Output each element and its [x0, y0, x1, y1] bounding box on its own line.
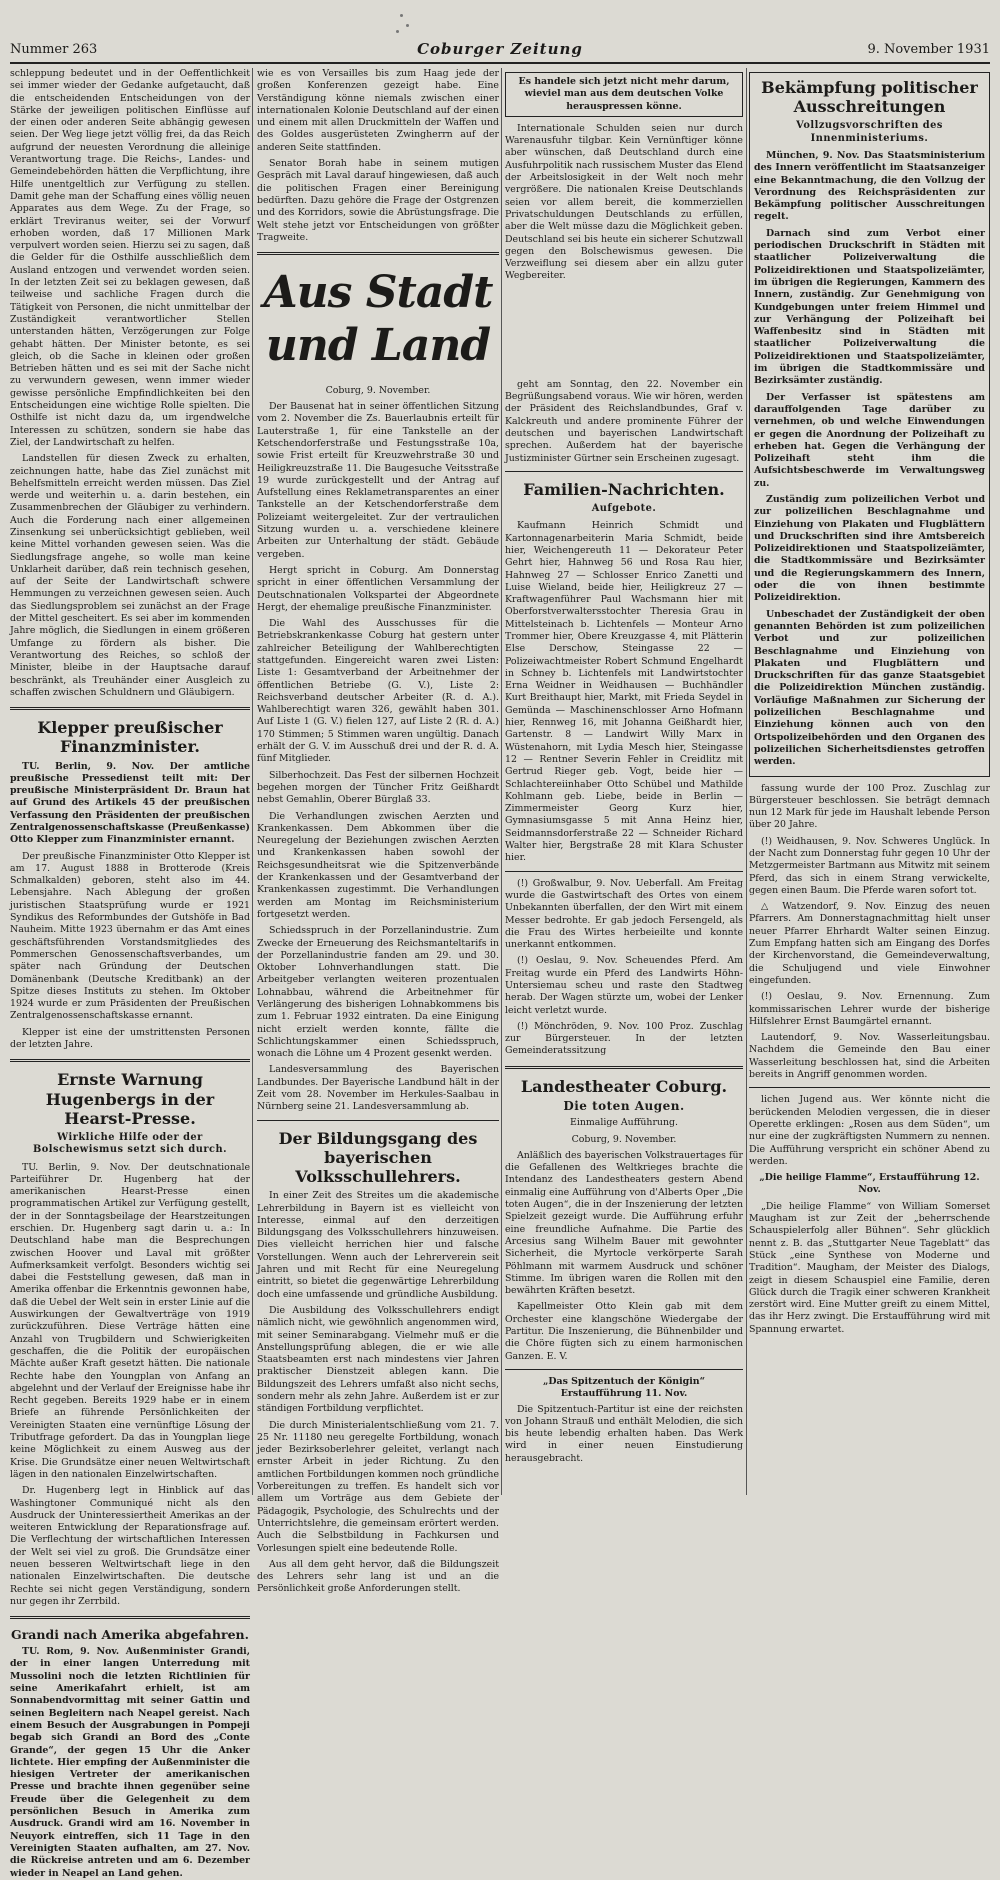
column-4	[749, 68, 990, 1495]
article-text: Senator Borah habe in seinem mutigen Gespräch mit Laval darauf hingewiesen, daß auch die politischen Fragen einer Bereinigung bedürften. Dazu gehöre die Frage der Ostgrenzen und des Korridors, sowie die Abrüstungsfrage. Die Welt stehe jetzt vor Entscheidungen von größter Tragweite.	[257, 158, 499, 243]
local-news-item: (!) Oeslau, 9. Nov. Ernennung. Zum kommissarischen Lehrer wurde der bisherige Hilfslehrer Ernst Baumgärtel ernannt.	[749, 991, 990, 1027]
headline-grandi: Grandi nach Amerika abgefahren.	[11, 1627, 249, 1643]
local-news-item: (!) Oeslau, 9. Nov. Scheuendes Pferd. Am Freitag wurde ein Pferd des Landwirts Höhn-Untersiemau scheu und raste den Stadtweg herab. Der Wagen stürzte um, wobei der Lenker leicht verletzt wurde.	[505, 955, 743, 1016]
local-news-item: Hergt spricht in Coburg. Am Donnerstag spricht in einer öffentlichen Versammlung der Deutschnationalen Volkspartei der Abgeordnete Hergt, der ehemalige preußische Finanzminister.	[257, 564, 499, 613]
article-text: Klepper ist eine der umstrittensten Personen der letzten Jahre.	[10, 1026, 250, 1051]
article-text: Unbeschadet der Zuständigkeit der oben genannten Behörden ist zum polizeilichen Verbot und zur polizeilichen Beschlagnahme und Einziehung von Plakaten und Flugblättern und Druckschriften für das ganze Staatsgebiet die Polizeidirektion München zuständig. Vorläufige Maßnahmen zur Sicherung der polizeilichen Beschlagnahme und Einziehung können auch von den Ortspolizeibehörden und den Organen des polizeilichen Sicherheitsdienstes getroffen werden.	[754, 608, 985, 768]
column-rule	[252, 68, 253, 1495]
subheadline: Wirkliche Hilfe oder der Bolschewismus setzt sich durch.	[32, 1131, 228, 1156]
article-text: Die durch Ministerialentschließung vom 21. 7. 25 Nr. 11180 neu geregelte Fortbildung, wonach jeder Bezirksoberlehrer geleitet, verlangt nach ernster Arbeit in jeder Richtung. Zu den amtlichen Fortbildungen kommen noch gründliche Vorbereitungen zu treffen. Es handelt sich vor allem um Vorträge aus dem Gebiete der Pädagogik, Psychologie, des Schulrechts und der Unterrichtslehre, die gemeinsam erörtert werden. Auch die Selbstbildung in Fachkursen und Vorlesungen spielt eine bedeutende Rolle.	[257, 1419, 499, 1554]
local-news-item: Schiedsspruch in der Porzellanindustrie. Zum Zwecke der Erneuerung des Reichsmanteltarifs in der Porzellanindustrie fanden am 29. und 30. Oktober Lohnverhandlungen statt. Die Arbeitgeber verlangten weiteren prozentualen Lohnabbau, während die Arbeitnehmer für Verlängerung des bisherigen Lohnabkommens bis zum 1. Februar 1932 eintraten. Da eine Einigung nicht erzielt werden konnte, fällte die Schlichtungskammer einen Schiedsspruch, wonach die Löhne um 4 Prozent gesenkt werden.	[257, 925, 499, 1060]
performance-kind: Einmalige Aufführung.	[570, 1117, 678, 1129]
play-title: Die toten Augen.	[563, 1098, 685, 1113]
local-news-item: Silberhochzeit. Das Fest der silbernen Hochzeit begehen morgen der Tüncher Fritz Geißhardt nebst Gemahlin, Oberer Bürglaß 33.	[257, 769, 499, 806]
issue-number: Nummer 263	[10, 42, 98, 57]
column-3	[505, 68, 743, 1495]
scan-speckles	[190, 12, 810, 36]
article-text: In einer Zeit des Streites um die akademische Lehrerbildung in Bayern ist es vielleicht von Interesse, einmal auf den derzeitigen Bildungsgang des Volksschullehrers hinzuweisen. Dies vielleicht herrichen hier und falsche Vorstellungen. Wenn auch der Lehrerverein seit Jahren und mit Recht für eine Neuregelung eintritt, so bietet die gegenwärtige Lehrerbildung doch eine umfassende und gründliche Ausbildung.	[257, 1190, 499, 1300]
article-text: geht am Sonntag, den 22. November ein Begrüßungsabend voraus. Wie wir hören, werden der Präsident des Reichslandbundes, Graf v. Kalckreuth und andere prominente Führer der deutschen und bayerischen Landwirtschaft sprechen. Außerdem hat der bayerische Justizminister Gürtner sein Erscheinen zugesagt.	[505, 378, 743, 464]
local-news-item: Der Bausenat hat in seiner öffentlichen Sitzung vom 2. November die Zs. Bauerlaubnis erteilt für Lauterstraße 1, für eine Tankstelle an der Ketschendorferstraße und Festungsstraße 10a, sowie Frist erteilt für Kreuzwehrstraße 30 und Heiligkreuzstraße 11. Die Baugesuche Veitsstraße 19 wurde zurückgestellt und der Antrag auf Aufstellung eines Reklametransparentes an einer Tankstelle an der Ketschendorferstraße dem Polizeiamt weitergeleitet. Zur der vertraulichen Sitzung wurden u. a. verschiedene kleinere Arbeiten zur Unterhaltung der städt. Gebäude vergeben.	[257, 401, 499, 560]
subheadline-aufgebote: Aufgebote.	[591, 503, 657, 515]
article-text: fassung wurde der 100 Proz. Zuschlag zur Bürgersteuer beschlossen. Sie beträgt demnach nun 12 Mark für jede im Haushalt lebende Person über 20 Jahre.	[749, 782, 990, 831]
announcement-heading: „Das Spitzentuch der Königin“ Erstaufführung 11. Nov.	[542, 1375, 706, 1400]
article-text: schleppung bedeutet und in der Oeffentlichkeit sei immer wieder der Gedanke aufgetaucht, daß die entscheidenden Entscheidungen von der Stärke der jeweiligen politischen Einflüsse auf der einen oder anderen Seite abhängig gewesen seien. Der Weg liege jetzt völlig frei, da das Reich aufgrund der neuesten Verordnung die alleinige Verantwortung trage. Die Reichs-, Landes- und Gemeindebehörden hätten die Verpflichtung, ihre Hilfe unentgeltlich zur Verfügung zu stellen. Damit gehe man der Schaffung eines völlig neuen Apparates aus dem Wege. Zu der Frage, so erklärt Treviranus weiter, sei der Vorwurf erhoben worden, daß 17 Millionen Mark verpulvert worden seien. Hierzu sei zu sagen, daß die Gelder für die Osthilfe ausschließlich dem Ausland entzogen und verwendet worden seien. In der letzten Zeit sei zu beklagen gewesen, daß teilweise und sachliche Fragen durch die Tätigkeit von Personen, die nicht unmittelbar der Zuständigkeit verantwortlicher Stellen unterstanden hätten, Verzögerungen zur Folge gehabt hätten. Der Minister betonte, es sei gleich, ob die Sache in kleinen oder großen Betrieben hätten und es sei mit der Sache nicht zu verwundern gewesen, wenn immer wieder gewisse persönliche Empfindlichkeiten bei den Entscheidungen eine wichtige Rolle spielten. Die Osthilfe ist nicht dazu da, um irgendwelche Interessen zu schützen, sondern sie habe das Ziel, der Landwirtschaft zu helfen.	[10, 68, 250, 448]
article-text: Dr. Hugenberg legt in Hinblick auf das Washingtoner Communiqué nicht als den Ausdruck der Uninteressiertheit Amerikas an der weiteren Entwicklung der Reparationsfrage auf. Die Verflechtung der wirtschaftlichen Interessen der Welt sei viel zu groß. Die Grundsätze einer neuen besseren Weltwirtschaft liege in den nationalen Einzelwirtschaften. Die deutsche Rechte sei nicht gegen Verständigung, sondern nur gegen ihr Zerrbild.	[10, 1485, 250, 1607]
local-news-item: (!) Großwalbur, 9. Nov. Ueberfall. Am Freitag wurde die Gastwirtschaft des Ortes von einem Unbekannten überfallen, der den Wirt mit einem Messer bedrohte. Er gab jedoch Fersengeld, als die Frau des Wirtes herbeieilte und konnte unerkannt entkommen.	[505, 877, 743, 951]
section-title-aus-stadt-und-land: Aus Stadt und Land	[263, 267, 493, 371]
page-header	[10, 40, 990, 64]
article-text: Darnach sind zum Verbot einer periodischen Druckschrift in Städten mit staatlicher Polizeiverwaltung die Polizeidirektionen und Staatspolizeiämter, im übrigen die Regierungen, Kammern des Innern, zuständig. Zur Genehmigung von Kundgebungen unter freiem Himmel und zur Verhängung der Polizeihaft bei Waffenbesitz sind in Städten mit staatlicher Polizeiverwaltung die Polizeidirektionen und Staatspolizeiämter, im übrigen die Stadtkommissäre und Bezirksämter zuständig.	[754, 227, 985, 387]
banns-list: Kaufmann Heinrich Schmidt und Kartonnagenarbeiterin Maria Schmidt, beide hier, Weichengereuth 11 — Dekorateur Peter Gehrt hier, Hahnweg 56 und Rosa Rau hier, Hahnweg 27 — Schlosser Enrico Zanetti und Luise Wieland, beide hier, Heiligkreuz 27 — Kraftwagenführer Paul Wachsmann hier mit Oberforstverwaltersstochter Theresia Grau in Mittelsteinach b. Lichtenfels — Monteur Arno Trommer hier, Obere Kreuzgasse 4, mit Plätterin Else Derschow, Steingasse 22 — Polizeiwachtmeister Robert Schmund Engelhardt in Schney b. Lichtenfels mit Landwirtstochter Erna Weidner in Weidhausen — Buchhändler Kurt Breithaupt hier, Markt, mit Frieda Seydel in Gemünda — Maschinenschlosser Arno Hofmann hier, Rennweg 16, mit Johanna Geißhardt hier, Gartenstr. 8 — Landwirt Willy Marx in Wüstenahorn, mit Lydia Mesch hier, Steingasse 12 — Rentner Severin Fehler in Creidlitz mit Gertrud Rieger geb. Vogt, beide hier — Schlachtereiinhaber Otto Schübel und Mathilde Kohlmann geb. Liebe, beide in Berlin — Zimmermeister Georg Kurz hier, Gymnasiumsgasse 5 mit Anna Heinz hier, Seidmannsdorferstraße 22 — Schneider Richard Walter hier, Bergstraße 28 mit Klara Schuster hier.	[505, 520, 743, 864]
local-news-item: Lautendorf, 9. Nov. Wasserleitungsbau. Nachdem die Gemeinde den Bau einer Wasserleitung beschlossen hat, sind die Arbeiten bereits in Angriff genommen worden.	[749, 1032, 990, 1081]
article-text: Landstellen für diesen Zweck zu erhalten, zeichnungen hatte, habe das Ziel zunächst mit Behelfsmitteln erreicht werden müssen. Das Ziel werde und weiterhin u. a. darin bestehen, ein Zusammenbrechen der Gläubiger zu verhindern. Auch die Forderung nach einer allgemeinen Zinsenkung sei unberücksichtigt geblieben, weil keine Mittel vorhanden gewesen seien. Was die Siedlungsfrage angehe, so wolle man keine Unklarheit darüber, daß rein technisch gesehen, auf der Seite der Landwirtschaft schwere Hemmungen zu verzeichnen gewesen seien. Auch das Siedlungsproblem sei zunächst an der Frage der Mittel gescheitert. Es sei aber im kommenden Jahre möglich, die Siedlungen in einem größeren Umfange zu fördern als bisher. Die Verantwortung des Reiches, so schloß der Minister, bleibe in der Hauptsache darauf beschränkt, als Treuhänder einer Ausgleich zu schaffen zwischen Schuldnern und Gläubigern.	[10, 453, 250, 698]
article-lead: TU. Berlin, 9. Nov. Der amtliche preußische Pressedienst teilt mit: Der preußische Ministerpräsident Dr. Braun hat auf Grund des Artikels 45 der preußischen Verfassung den Präsidenten der preußischen Zentralgenossenschaftskasse (Preußenkasse) Otto Klepper zum Finanzminister ernannt.	[10, 760, 250, 846]
highlight-box: Es handele sich jetzt nicht mehr darum, wieviel man aus dem deutschen Volke herauspressen könne.	[505, 72, 743, 117]
announcement-heading: „Die heilige Flamme“, Erstaufführung 12. Nov.	[759, 1172, 980, 1196]
local-news-item: Die Wahl des Ausschusses für die Betriebskrankenkasse Coburg hat gestern unter zahlreicher Beteiligung der Wahlberechtigten stattgefunden. Eingereicht waren zwei Listen: Liste 1: Gesamtverband der Arbeitnehmer der öffentlichen Betriebe (G. V.), Liste 2: Reichsverband deutscher Arbeiter (R. d. A.). Wahlberechtigt waren 326, gewählt haben 301. Auf Liste 1 (G. V.) fielen 127, auf Liste 2 (R. d. A.) 170 Stimmen; 5 Stimmen waren ungültig. Danach erhält der G. V. im Ausschuß drei und der R. d. A. fünf Mitglieder.	[257, 618, 499, 765]
headline-bildungsgang: Der Bildungsgang des bayerischen Volksschullehrers.	[278, 1128, 478, 1187]
review-text: Anläßlich des bayerischen Volkstrauertages für die Gefallenen des Weltkrieges brachte die Intendanz des Landestheaters gestern Abend einmalig eine Aufführung von d'Alberts Oper „Die toten Augen“, die in der Inszenierung der letzten Spielzeit gezeigt wurde. Die Aufführung erfuhr eine freundliche Aufnahme. Die Partie des Arcesius sang Wilhelm Bauer mit gewohnter Sicherheit, die Myrtocle verkörperte Sarah Pöhlmann mit warmem Ausdruck und schöner Stimme. Im übrigen waren die Rollen mit den bewährten Kräften besetzt.	[505, 1149, 743, 1297]
headline-landestheater: Landestheater Coburg.	[520, 1076, 728, 1096]
column-rule	[746, 68, 747, 1495]
issue-date: 9. November 1931	[867, 42, 990, 57]
review-text: lichen Jugend aus. Wer könnte nicht die berückenden Melodien vergessen, die in dieser Operette erklingen: „Rosen aus dem Süden“, um nur eine der zugkräftigsten Nummern zu nennen. Die Aufführung verspricht ein schöner Abend zu werden.	[749, 1094, 990, 1167]
subheadline: Vollzugsvorschriften des Innenministeriums.	[796, 120, 943, 144]
dateline: Coburg, 9. November.	[325, 384, 431, 396]
local-news-item: Die Verhandlungen zwischen Aerzten und Krankenkassen. Dem Abkommen über die Neuregelung der Beziehungen zwischen Aerzten und Krankenkassen haben sowohl der Reichsgesundheitsrat wie die Spitzenverbände der Krankenkassen und der Gesamtverband der Krankenkassen zugestimmt. Die Verhandlungen werden am Montag im Reichsministerium fortgesetzt werden.	[257, 810, 499, 920]
article-text: TU. Berlin, 9. Nov. Der deutschnationale Parteiführer Dr. Hugenberg hat der amerikanischen Hearst-Presse einen programmatischen Artikel zur Verfügung gestellt, der in der Sonntagsbeilage der Hearstzeitungen erschien. Dr. Hugenberg sagt darin u. a.: In Deutschland habe man die Besprechungen zwischen Hoover und Laval mit größter Aufmerksamkeit verfolgt. Besonders wichtig sei dabei die Feststellung gewesen, daß man in Amerika offenbar die Erkenntnis gewonnen habe, daß die Uebel der Welt sein in erster Linie auf die Auswirkungen der Gewaltverträge von 1919 zurückzuführen. Diese Verträge hätten eine Anzahl von Trugbildern und Schwierigkeiten geschaffen, die die Politik der europäischen Mächte außer Kraft gesetzt hätten. Die nationale Rechte habe den Youngplan von Anfang an abgelehnt und der Verlauf der Ereignisse habe ihr Recht gegeben. Bereits 1929 habe er in einem Briefe an führende Persönlichkeiten der Vereinigten Staaten eine vernünftige Lösung der Tributfrage gefordert. Da das in Youngplan liege keine Möglichkeit zu einem Ausweg aus der Krise. Die Grundsätze einer neuen Weltwirtschaft lägen in den nationalen Einzelwirtschaften.	[10, 1161, 250, 1480]
article-text: Aus all dem geht hervor, daß die Bildungszeit des Lehrers sehr lang ist und an die Persönlichkeit große Anforderungen stellt.	[257, 1558, 499, 1595]
article-text: München, 9. Nov. Das Staatsministerium des Innern veröffentlicht im Staatsanzeiger eine Bekanntmachung, die den Vollzug der Verordnung des Reichspräsidenten zur Bekämpfung politischer Ausschreitungen regelt.	[754, 149, 985, 223]
dateline: Coburg, 9. November.	[571, 1133, 677, 1145]
column-1	[10, 68, 250, 1879]
local-news-item: △ Watzendorf, 9. Nov. Einzug des neuen Pfarrers. Am Donnerstagnachmittag hielt unser neuer Pfarrer Ehrhardt Walter seinen Einzug. Zum Empfang hatten sich am Eingang des Dorfes der Kirchenvorstand, die Gemeindeverwaltung, die Schuljugend und viele Einwohner eingefunden.	[749, 901, 990, 986]
local-news-item: (!) Weidhausen, 9. Nov. Schweres Unglück. In der Nacht zum Donnerstag fuhr gegen 10 Uhr der Metzgermeister Bartmann aus Mitwitz mit seinem Pferd, das sich in einem Strang verwickelte, gegen einen Baum. Die Pferde waren sofort tot.	[749, 835, 990, 896]
newspaper-title: Coburger Zeitung	[417, 40, 583, 58]
article-text: wie es von Versailles bis zum Haag jede der großen Konferenzen gezeigt habe. Eine Verständigung könne niemals zwischen einer internationalen Kolonie Deutschland auf der einen und einem mit allen Druckmitteln der Waffen und des Goldes ausgerüsteten Zwingherrn auf der anderen Seite stattfinden.	[257, 68, 499, 153]
announcement-text: „Die heilige Flamme“ von William Somerset Maugham ist zur Zeit der „beherrschende Schauspielerfolg aller Bühnen“. Sehr glücklich nennt z. B. das „Stuttgarter Neue Tageblatt“ das Stück „eine Synthese von Moderne und Tradition“. Maugham, der Meister des Dialogs, zeigt in diesem Schauspiel eine Familie, deren Glück durch die Tragik einer schweren Krankheit zerstört wird. Eine Mutter greift zu einem Mittel, das ihr Herz zwingt. Die Erstaufführung wird mit Spannung erwartet.	[749, 1200, 990, 1335]
local-news-item: (!) Mönchröden, 9. Nov. 100 Proz. Zuschlag zur Bürgersteuer. In der letzten Gemeinderatssitzung	[505, 1020, 743, 1057]
article-text: Zuständig zum polizeilichen Verbot und zur polizeilichen Beschlagnahme und Einziehung von Plakaten und Flugblättern und Druckschriften sind ihre Amtsbereich Polizeidirektionen und Staatspolizeiämter, die Stadtkommissäre und Bezirksämter und die Regierungskammern des Innern, oder die von ihnen bestimmte Polizeidirektion.	[754, 493, 985, 604]
boxed-article	[749, 72, 990, 777]
review-text: Kapellmeister Otto Klein gab mit dem Orchester eine klangschöne Wiedergabe der Partitur. Die Inszenierung, die Bühnenbilder und die Chöre fügten sich zu einem harmonischen Ganzen. E. V.	[505, 1301, 743, 1362]
article-text: Die Ausbildung des Volksschullehrers endigt nämlich nicht, wie gewöhnlich angenommen wird, mit seiner Seminarabgang. Vielmehr muß er die Anstellungsprüfung ablegen, die er wie alle Staatsbeamten erst nach mindestens vier Jahren praktischer Dienstzeit ablegen kann. Die Bildungszeit des Lehrers umfaßt also nicht sechs, sondern mehr als zehn Jahre. Außerdem ist er zur ständigen Fortbildung verpflichtet.	[257, 1304, 499, 1415]
column-2	[257, 68, 499, 1595]
article-text: Der preußische Finanzminister Otto Klepper ist am 17. August 1888 in Brotterode (Kreis Schmalkalden) geboren, steht also im 44. Lebensjahre. Nach Ablegung der großen juristischen Staatsprüfung wurde er 1921 Syndikus des Reformbundes der Gutshöfe in Bad Nauheim. Mitte 1923 übernahm er das Amt eines geschäftsführenden Vorstandsmitgliedes des Pommerschen Genossenschaftsverbandes, um später nach Gründung der Deutschen Domänenbank (Deutsche Kreditbank) an der Spitze dieses Instituts zu stehen. Im Oktober 1924 wurde er zum Präsidenten der Preußischen Zentralgenossenschaftskasse ernannt.	[10, 850, 250, 1022]
article-text: Internationale Schulden seien nur durch Warenausfuhr tilgbar. Kein Vernünftiger könne aber wünschen, daß Deutschland durch eine Ausfuhrpolitik nach russischem Muster das Elend der Arbeitslosigkeit in der Welt noch mehr vergrößere. Die nationalen Kreise Deutschlands seien vor allem bereit, die kommerziellen Privatschuldungen Deutschlands zu erfüllen, aber die Welt müsse dazu die Möglichkeit geben. Deutschland sei bis heute ein sicherer Schutzwall gegen den Bolschewismus gewesen. Die Verzweiflung sei diesem aber ein allzu guter Wegbereiter.	[505, 122, 743, 282]
column-rule	[501, 68, 502, 1495]
article-text: Der Verfasser ist spätestens am darauffolgenden Tage darüber zu vernehmen, ob und welche Einwendungen er gegen die Anordnung der Polizeihaft zu erheben hat. Gegen die Verhängung der Polizeihaft steht ihm die Aufsichtsbeschwerde im Verwaltungsweg zu.	[754, 391, 985, 489]
headline-hugenberg: Ernste Warnung Hugenbergs in der Hearst-Presse.	[45, 1070, 215, 1128]
local-news-item: Landesversammlung des Bayerischen Landbundes. Der Bayerische Landbund hält in der Zeit vom 28. November im Herkules-Saalbau in Nürnberg seine 21. Landesversammlung ab.	[257, 1064, 499, 1113]
announcement-text: Die Spitzentuch-Partitur ist eine der reichsten von Johann Strauß und enthält Melodien, die sich bis heute lebendig erhalten haben. Das Werk wird in einer neuen Einstudierung herausgebracht.	[505, 1403, 743, 1464]
headline-bekaempfung: Bekämpfung politischer Ausschreitungen	[761, 78, 978, 117]
article-text: TU. Rom, 9. Nov. Außenminister Grandi, der in einer langen Unterredung mit Mussolini noch die letzten Richtlinien für seine Amerikafahrt erhielt, ist am Sonnabendvormittag mit seiner Gattin und seinen Begleitern nach Neapel gereist. Nach einem Besuch der Ausgrabungen in Pompeji begab sich Grandi an Bord des „Conte Grande“, der gegen 15 Uhr die Anker lichtete. Hier empfing der Außenminister die hiesigen Vertreter der amerikanischen Presse und brachte ihnen gegenüber seine Freude über die Gelegenheit zu dem persönlichen Besuch in Amerika zum Ausdruck. Grandi wird am 16. November in Neuyork eintreffen, sich 11 Tage in den Vereinigten Staaten aufhalten, am 27. Nov. die Rückreise antreten und am 6. Dezember wieder in Neapel an Land gehen.	[10, 1646, 250, 1879]
headline-klepper: Klepper preußischer Finanzminister.	[37, 718, 223, 757]
headline-familien-nachrichten: Familien-Nachrichten.	[523, 479, 725, 499]
